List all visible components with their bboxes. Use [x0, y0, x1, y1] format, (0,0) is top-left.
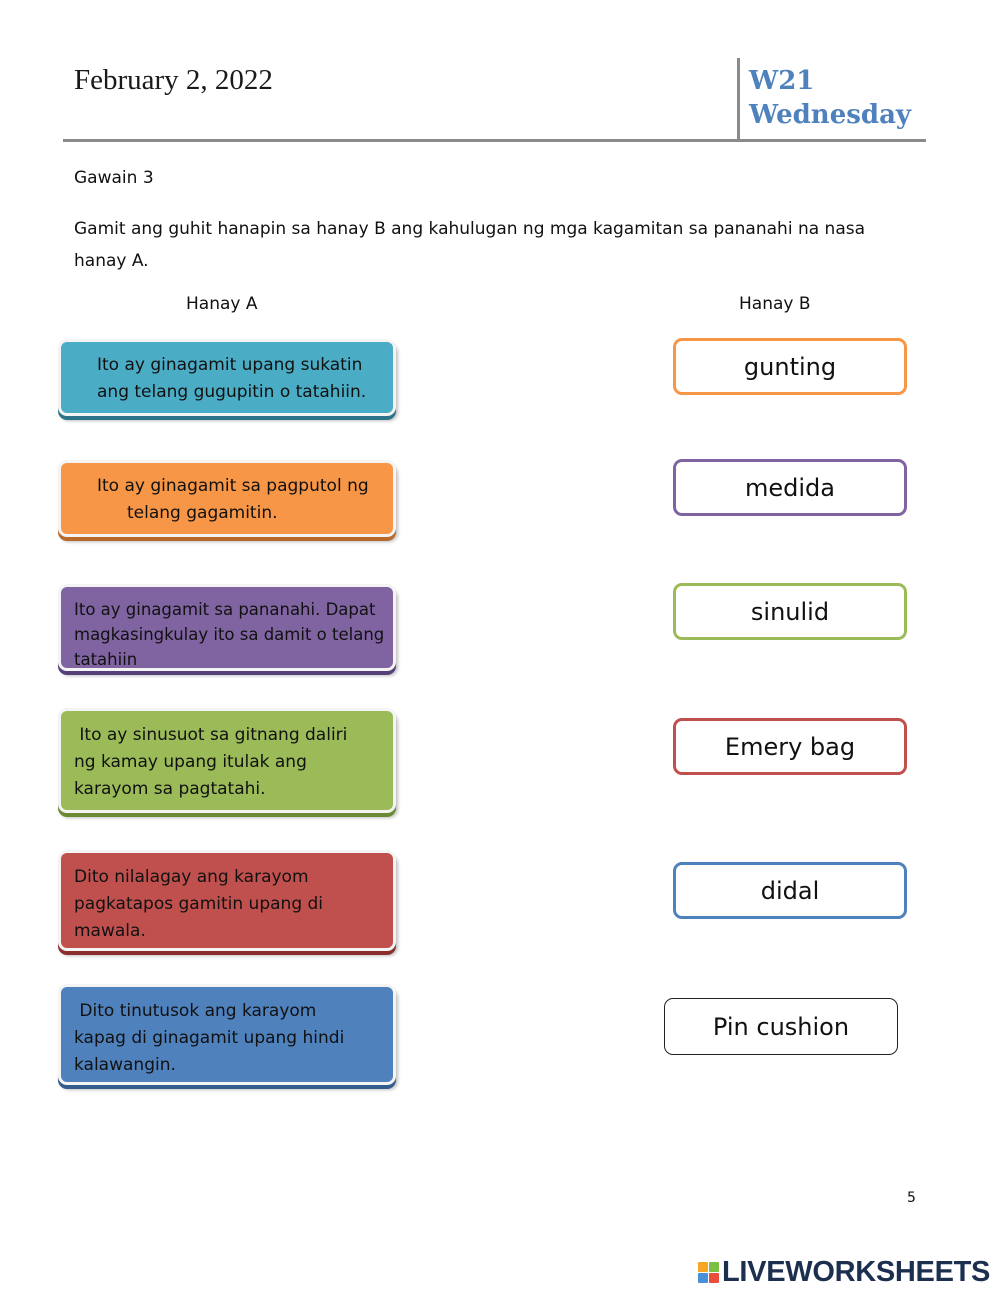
liveworksheets-logo-icon	[698, 1262, 719, 1283]
column-b-item-medida[interactable]: medida	[673, 459, 907, 516]
column-a-item[interactable]	[58, 984, 396, 1085]
item-line: Ito ay ginagamit upang sukatin	[97, 355, 363, 375]
item-line: tatahiin	[74, 650, 138, 669]
week-label: W21	[749, 66, 815, 96]
column-b-heading: Hanay B	[739, 294, 811, 314]
item-line: telang gagamitin.	[127, 503, 278, 523]
item-line: Ito ay ginagamit sa pagputol ng	[97, 476, 369, 496]
date: February 2, 2022	[74, 64, 273, 96]
item-line: Dito tinutusok ang karayom	[74, 1001, 317, 1021]
header-divider-horizontal	[63, 139, 926, 142]
column-a-item[interactable]	[58, 339, 396, 416]
column-b-item-didal[interactable]: didal	[673, 862, 907, 919]
page-number: 5	[907, 1190, 916, 1206]
item-line: karayom sa pagtatahi.	[74, 779, 266, 799]
item-line: kapag di ginagamit upang hindi	[74, 1028, 345, 1048]
column-a-item[interactable]	[58, 460, 396, 537]
item-line: ang telang gugupitin o tatahiin.	[97, 382, 367, 402]
item-line: Ito ay ginagamit sa pananahi. Dapat	[74, 600, 376, 619]
column-a-heading: Hanay A	[186, 294, 258, 314]
brand-name: LIVEWORKSHEETS	[722, 1256, 991, 1288]
item-line: mawala.	[74, 921, 146, 941]
item-line: Dito nilalagay ang karayom	[74, 867, 309, 887]
column-a-item[interactable]	[58, 584, 396, 671]
column-a-item[interactable]	[58, 850, 396, 951]
item-line: kalawangin.	[74, 1055, 176, 1075]
column-b-item-pin-cushion[interactable]: Pin cushion	[664, 998, 898, 1055]
item-line: pagkatapos gamitin upang di	[74, 894, 324, 914]
day-label: Wednesday	[749, 100, 912, 130]
header-divider-vertical	[737, 58, 740, 141]
item-line: Ito ay sinusuot sa gitnang daliri	[74, 725, 348, 745]
column-a-item[interactable]	[58, 708, 396, 813]
item-line: magkasingkulay ito sa damit o telang	[74, 625, 385, 644]
activity-title: Gawain 3	[74, 168, 154, 188]
liveworksheets-logo[interactable]	[698, 1256, 990, 1289]
instructions: Gamit ang guhit hanapin sa hanay B ang kahulugan ng mga kagamitan sa pananahi na nasa hanay A.	[74, 219, 866, 271]
column-b-item-emery-bag[interactable]: Emery bag	[673, 718, 907, 775]
item-line: ng kamay upang itulak ang	[74, 752, 307, 772]
column-b-item-gunting[interactable]: gunting	[673, 338, 907, 395]
week-day-label	[749, 64, 911, 132]
column-b-item-sinulid[interactable]: sinulid	[673, 583, 907, 640]
